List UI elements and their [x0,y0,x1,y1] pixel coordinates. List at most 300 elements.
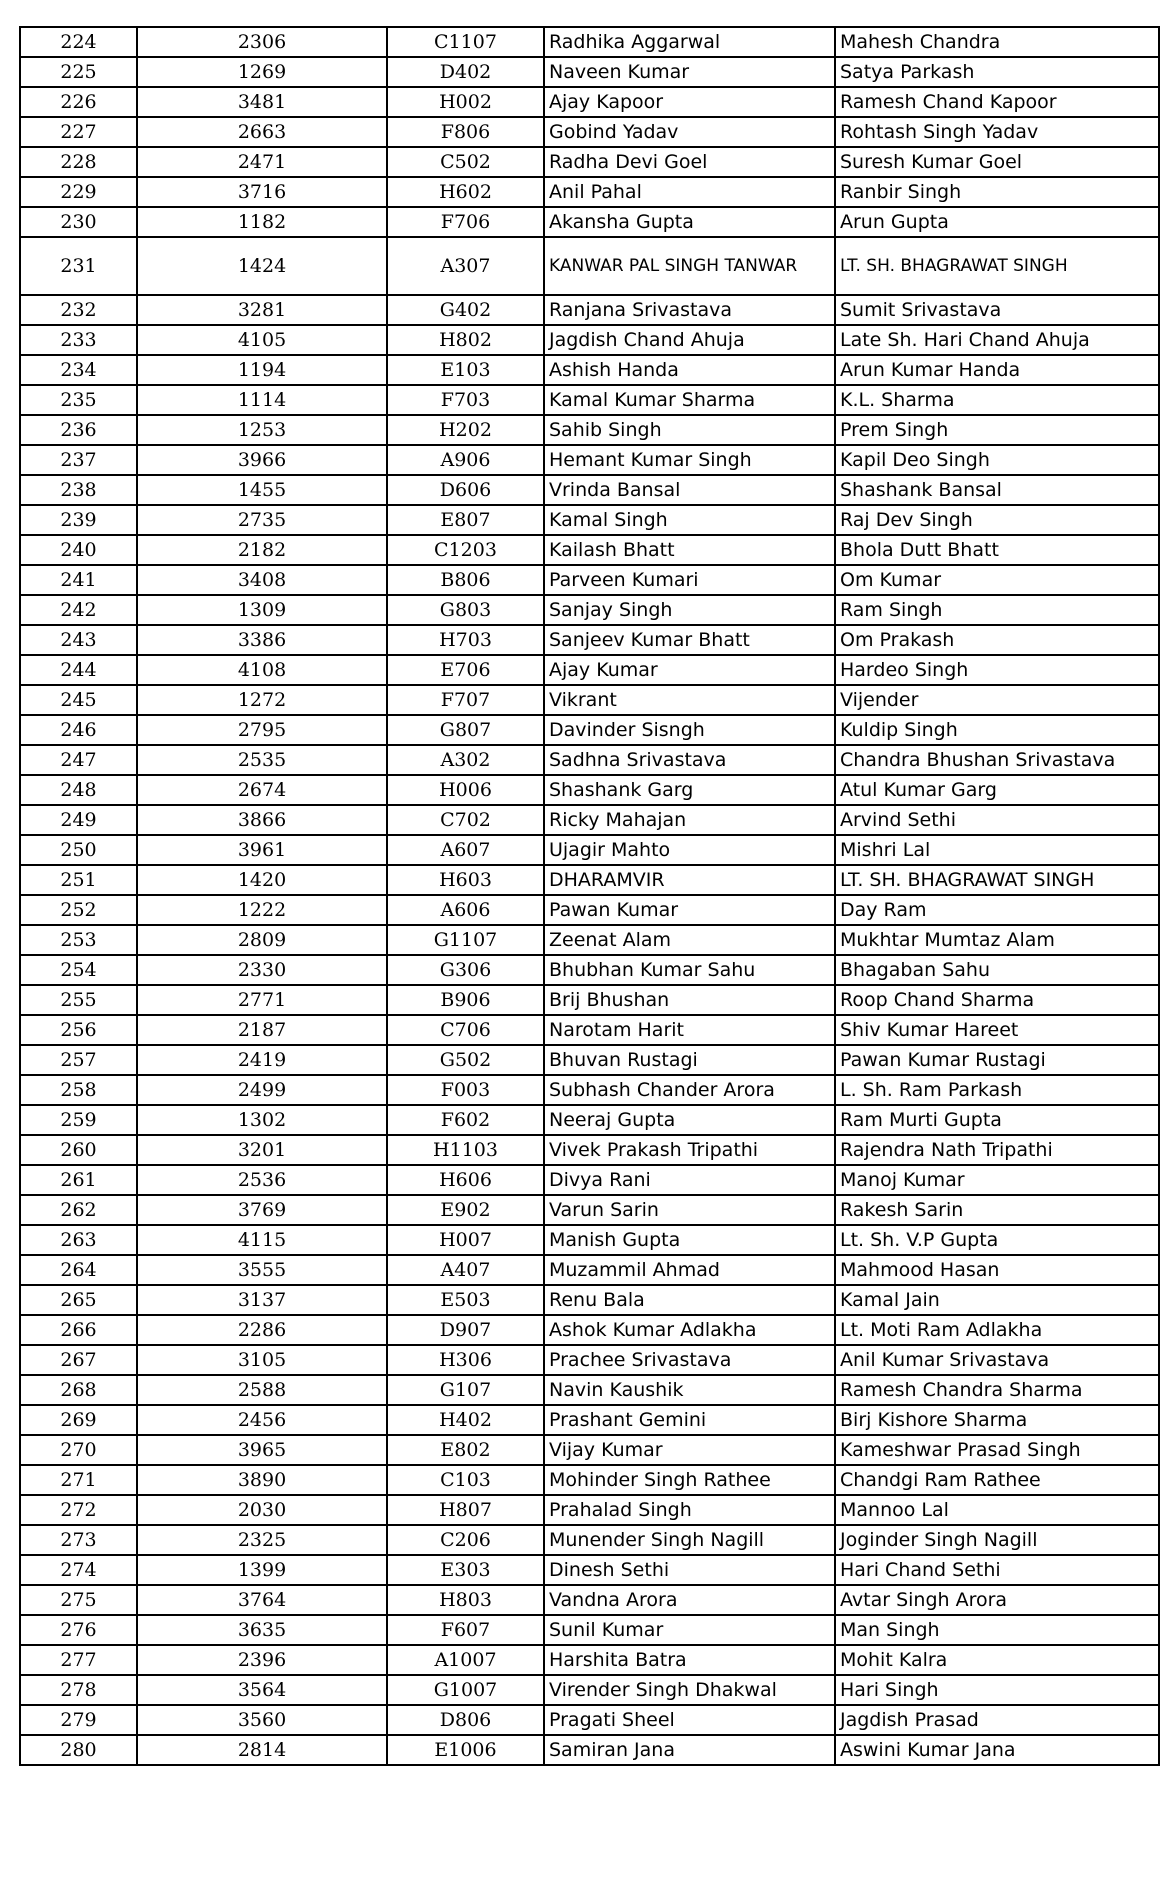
flat-number-cell: H006 [387,775,544,805]
member-id-cell: 2499 [137,1075,387,1105]
flat-number-cell: F703 [387,385,544,415]
parent-name-cell: Avtar Singh Arora [835,1585,1159,1615]
parent-name-cell: Mohit Kalra [835,1645,1159,1675]
parent-name-cell: LT. SH. BHAGRAWAT SINGH [835,237,1159,295]
table-row [20,955,1159,985]
serial-number-cell: 276 [20,1615,137,1645]
table-row [20,655,1159,685]
flat-number-cell: F003 [387,1075,544,1105]
member-id-cell: 3564 [137,1675,387,1705]
table-row [20,505,1159,535]
table-row [20,565,1159,595]
member-id-cell: 1269 [137,57,387,87]
parent-name-cell: Chandgi Ram Rathee [835,1465,1159,1495]
member-name-cell: Ujagir Mahto [544,835,835,865]
flat-number-cell: C103 [387,1465,544,1495]
member-name-cell: Vandna Arora [544,1585,835,1615]
member-id-cell: 2588 [137,1375,387,1405]
flat-number-cell: H202 [387,415,544,445]
serial-number-cell: 275 [20,1585,137,1615]
parent-name-cell: Prem Singh [835,415,1159,445]
serial-number-cell: 274 [20,1555,137,1585]
member-name-cell: Harshita Batra [544,1645,835,1675]
flat-number-cell: F806 [387,117,544,147]
member-name-cell: Virender Singh Dhakwal [544,1675,835,1705]
member-id-cell: 2330 [137,955,387,985]
parent-name-cell: Mahmood Hasan [835,1255,1159,1285]
table-row [20,1045,1159,1075]
table-row [20,1015,1159,1045]
parent-name-cell: Rakesh Sarin [835,1195,1159,1225]
member-id-cell: 2663 [137,117,387,147]
flat-number-cell: C502 [387,147,544,177]
parent-name-cell: Mishri Lal [835,835,1159,865]
table-row [20,117,1159,147]
table-row [20,1495,1159,1525]
table-row [20,895,1159,925]
serial-number-cell: 269 [20,1405,137,1435]
serial-number-cell: 260 [20,1135,137,1165]
parent-name-cell: Om Prakash [835,625,1159,655]
member-id-cell: 1309 [137,595,387,625]
serial-number-cell: 247 [20,745,137,775]
member-id-cell: 2674 [137,775,387,805]
serial-number-cell: 241 [20,565,137,595]
parent-name-cell: Suresh Kumar Goel [835,147,1159,177]
member-name-cell: Ashish Handa [544,355,835,385]
serial-number-cell: 240 [20,535,137,565]
serial-number-cell: 244 [20,655,137,685]
flat-number-cell: H1103 [387,1135,544,1165]
parent-name-cell: Birj Kishore Sharma [835,1405,1159,1435]
parent-name-cell: Satya Parkash [835,57,1159,87]
member-id-cell: 2419 [137,1045,387,1075]
parent-name-cell: LT. SH. BHAGRAWAT SINGH [835,865,1159,895]
member-name-cell: Prahalad Singh [544,1495,835,1525]
table-row [20,27,1159,57]
serial-number-cell: 226 [20,87,137,117]
table-row [20,1345,1159,1375]
table-row [20,805,1159,835]
member-id-cell: 4108 [137,655,387,685]
serial-number-cell: 251 [20,865,137,895]
table-row [20,147,1159,177]
flat-number-cell: A407 [387,1255,544,1285]
member-id-cell: 3281 [137,295,387,325]
parent-name-cell: Late Sh. Hari Chand Ahuja [835,325,1159,355]
table-row [20,1525,1159,1555]
serial-number-cell: 227 [20,117,137,147]
parent-name-cell: Hari Chand Sethi [835,1555,1159,1585]
flat-number-cell: E103 [387,355,544,385]
flat-number-cell: G1007 [387,1675,544,1705]
table-row [20,745,1159,775]
parent-name-cell: Bhagaban Sahu [835,955,1159,985]
member-id-cell: 2456 [137,1405,387,1435]
member-id-cell: 2325 [137,1525,387,1555]
parent-name-cell: L. Sh. Ram Parkash [835,1075,1159,1105]
member-name-cell: Radhika Aggarwal [544,27,835,57]
serial-number-cell: 263 [20,1225,137,1255]
member-id-cell: 1253 [137,415,387,445]
table-row [20,445,1159,475]
serial-number-cell: 245 [20,685,137,715]
serial-number-cell: 250 [20,835,137,865]
table-row [20,925,1159,955]
flat-number-cell: D606 [387,475,544,505]
member-name-cell: Sunil Kumar [544,1615,835,1645]
flat-number-cell: G402 [387,295,544,325]
flat-number-cell: F602 [387,1105,544,1135]
member-id-cell: 3716 [137,177,387,207]
serial-number-cell: 261 [20,1165,137,1195]
table-row [20,685,1159,715]
serial-number-cell: 266 [20,1315,137,1345]
member-id-cell: 3137 [137,1285,387,1315]
member-name-cell: Manish Gupta [544,1225,835,1255]
member-id-cell: 1114 [137,385,387,415]
flat-number-cell: H807 [387,1495,544,1525]
parent-name-cell: Atul Kumar Garg [835,775,1159,805]
table-row [20,715,1159,745]
table-row [20,1195,1159,1225]
flat-number-cell: E303 [387,1555,544,1585]
member-id-cell: 1424 [137,237,387,295]
member-name-cell: Munender Singh Nagill [544,1525,835,1555]
parent-name-cell: Mannoo Lal [835,1495,1159,1525]
flat-number-cell: E503 [387,1285,544,1315]
serial-number-cell: 242 [20,595,137,625]
member-id-cell: 2030 [137,1495,387,1525]
parent-name-cell: K.L. Sharma [835,385,1159,415]
parent-name-cell: Arun Kumar Handa [835,355,1159,385]
parent-name-cell: Arun Gupta [835,207,1159,237]
flat-number-cell: H306 [387,1345,544,1375]
table-row [20,1255,1159,1285]
table-row [20,1315,1159,1345]
member-id-cell: 3408 [137,565,387,595]
parent-name-cell: Day Ram [835,895,1159,925]
serial-number-cell: 280 [20,1735,137,1765]
serial-number-cell: 262 [20,1195,137,1225]
parent-name-cell: Jagdish Prasad [835,1705,1159,1735]
member-name-cell: Pawan Kumar [544,895,835,925]
flat-number-cell: H803 [387,1585,544,1615]
parent-name-cell: Ram Murti Gupta [835,1105,1159,1135]
parent-name-cell: Hari Singh [835,1675,1159,1705]
member-name-cell: Prachee Srivastava [544,1345,835,1375]
table-row [20,385,1159,415]
flat-number-cell: C702 [387,805,544,835]
member-name-cell: KANWAR PAL SINGH TANWAR [544,237,835,295]
member-name-cell: Ranjana Srivastava [544,295,835,325]
parent-name-cell: Manoj Kumar [835,1165,1159,1195]
member-name-cell: Parveen Kumari [544,565,835,595]
table-row [20,775,1159,805]
member-id-cell: 2471 [137,147,387,177]
serial-number-cell: 249 [20,805,137,835]
parent-name-cell: Hardeo Singh [835,655,1159,685]
member-name-cell: Akansha Gupta [544,207,835,237]
flat-number-cell: A1007 [387,1645,544,1675]
member-id-cell: 2535 [137,745,387,775]
member-name-cell: Gobind Yadav [544,117,835,147]
flat-number-cell: E902 [387,1195,544,1225]
member-name-cell: Davinder Sisngh [544,715,835,745]
serial-number-cell: 228 [20,147,137,177]
parent-name-cell: Bhola Dutt Bhatt [835,535,1159,565]
table-row [20,1675,1159,1705]
member-id-cell: 3555 [137,1255,387,1285]
serial-number-cell: 231 [20,237,137,295]
table-row [20,1165,1159,1195]
flat-number-cell: G1107 [387,925,544,955]
member-name-cell: Vivek Prakash Tripathi [544,1135,835,1165]
table-row [20,835,1159,865]
table-row [20,355,1159,385]
parent-name-cell: Shashank Bansal [835,475,1159,505]
serial-number-cell: 256 [20,1015,137,1045]
table-row [20,1105,1159,1135]
parent-name-cell: Rajendra Nath Tripathi [835,1135,1159,1165]
table-row [20,177,1159,207]
member-name-cell: Vijay Kumar [544,1435,835,1465]
member-name-cell: Ricky Mahajan [544,805,835,835]
parent-name-cell: Joginder Singh Nagill [835,1525,1159,1555]
serial-number-cell: 268 [20,1375,137,1405]
serial-number-cell: 224 [20,27,137,57]
parent-name-cell: Kameshwar Prasad Singh [835,1435,1159,1465]
member-name-cell: Samiran Jana [544,1735,835,1765]
flat-number-cell: H402 [387,1405,544,1435]
parent-name-cell: Kamal Jain [835,1285,1159,1315]
parent-name-cell: Kuldip Singh [835,715,1159,745]
flat-number-cell: C1107 [387,27,544,57]
member-name-cell: Pragati Sheel [544,1705,835,1735]
member-id-cell: 1420 [137,865,387,895]
member-name-cell: Kamal Singh [544,505,835,535]
member-name-cell: Hemant Kumar Singh [544,445,835,475]
table-row [20,1405,1159,1435]
flat-number-cell: C1203 [387,535,544,565]
flat-number-cell: E802 [387,1435,544,1465]
flat-number-cell: A607 [387,835,544,865]
flat-number-cell: F706 [387,207,544,237]
member-name-cell: Kailash Bhatt [544,535,835,565]
flat-number-cell: C706 [387,1015,544,1045]
table-row [20,57,1159,87]
member-id-cell: 2396 [137,1645,387,1675]
serial-number-cell: 243 [20,625,137,655]
member-name-cell: Anil Pahal [544,177,835,207]
member-id-cell: 3481 [137,87,387,117]
serial-number-cell: 239 [20,505,137,535]
member-id-cell: 3890 [137,1465,387,1495]
flat-number-cell: H602 [387,177,544,207]
member-id-cell: 1272 [137,685,387,715]
serial-number-cell: 258 [20,1075,137,1105]
member-id-cell: 2536 [137,1165,387,1195]
flat-number-cell: F607 [387,1615,544,1645]
member-name-cell: Ajay Kumar [544,655,835,685]
flat-number-cell: H002 [387,87,544,117]
parent-name-cell: Raj Dev Singh [835,505,1159,535]
member-name-cell: Navin Kaushik [544,1375,835,1405]
parent-name-cell: Ramesh Chandra Sharma [835,1375,1159,1405]
flat-number-cell: H007 [387,1225,544,1255]
table-row [20,207,1159,237]
flat-number-cell: D402 [387,57,544,87]
member-id-cell: 1222 [137,895,387,925]
parent-name-cell: Man Singh [835,1615,1159,1645]
member-name-cell: Vikrant [544,685,835,715]
flat-number-cell: F707 [387,685,544,715]
member-name-cell: Bhuvan Rustagi [544,1045,835,1075]
flat-number-cell: A307 [387,237,544,295]
serial-number-cell: 272 [20,1495,137,1525]
member-name-cell: Prashant Gemini [544,1405,835,1435]
parent-name-cell: Om Kumar [835,565,1159,595]
parent-name-cell: Sumit Srivastava [835,295,1159,325]
flat-number-cell: H802 [387,325,544,355]
parent-name-cell: Vijender [835,685,1159,715]
parent-name-cell: Chandra Bhushan Srivastava [835,745,1159,775]
member-id-cell: 2182 [137,535,387,565]
member-name-cell: Shashank Garg [544,775,835,805]
parent-name-cell: Rohtash Singh Yadav [835,117,1159,147]
serial-number-cell: 279 [20,1705,137,1735]
table-row [20,295,1159,325]
member-name-cell: Sanjay Singh [544,595,835,625]
member-name-cell: Neeraj Gupta [544,1105,835,1135]
member-id-cell: 2795 [137,715,387,745]
member-id-cell: 3386 [137,625,387,655]
member-id-cell: 1399 [137,1555,387,1585]
member-name-cell: Sadhna Srivastava [544,745,835,775]
member-name-cell: DHARAMVIR [544,865,835,895]
member-id-cell: 2814 [137,1735,387,1765]
flat-number-cell: G803 [387,595,544,625]
member-name-cell: Renu Bala [544,1285,835,1315]
member-name-cell: Naveen Kumar [544,57,835,87]
flat-number-cell: H703 [387,625,544,655]
member-name-cell: Mohinder Singh Rathee [544,1465,835,1495]
serial-number-cell: 265 [20,1285,137,1315]
member-id-cell: 3105 [137,1345,387,1375]
member-id-cell: 3635 [137,1615,387,1645]
flat-number-cell: E706 [387,655,544,685]
flat-number-cell: G502 [387,1045,544,1075]
table-row [20,475,1159,505]
parent-name-cell: Lt. Sh. V.P Gupta [835,1225,1159,1255]
flat-number-cell: B906 [387,985,544,1015]
member-name-cell: Kamal Kumar Sharma [544,385,835,415]
parent-name-cell: Aswini Kumar Jana [835,1735,1159,1765]
member-id-cell: 1194 [137,355,387,385]
member-id-cell: 3560 [137,1705,387,1735]
flat-number-cell: G306 [387,955,544,985]
parent-name-cell: Roop Chand Sharma [835,985,1159,1015]
serial-number-cell: 246 [20,715,137,745]
member-name-cell: Sahib Singh [544,415,835,445]
table-row [20,1225,1159,1255]
parent-name-cell: Pawan Kumar Rustagi [835,1045,1159,1075]
member-id-cell: 3965 [137,1435,387,1465]
serial-number-cell: 248 [20,775,137,805]
member-id-cell: 1455 [137,475,387,505]
serial-number-cell: 225 [20,57,137,87]
serial-number-cell: 238 [20,475,137,505]
table-row [20,325,1159,355]
flat-number-cell: C206 [387,1525,544,1555]
parent-name-cell: Mukhtar Mumtaz Alam [835,925,1159,955]
serial-number-cell: 259 [20,1105,137,1135]
table-row [20,1135,1159,1165]
member-name-cell: Varun Sarin [544,1195,835,1225]
serial-number-cell: 252 [20,895,137,925]
serial-number-cell: 264 [20,1255,137,1285]
member-name-cell: Ashok Kumar Adlakha [544,1315,835,1345]
member-name-cell: Radha Devi Goel [544,147,835,177]
table-row [20,535,1159,565]
serial-number-cell: 234 [20,355,137,385]
table-row [20,1285,1159,1315]
serial-number-cell: 273 [20,1525,137,1555]
table-row [20,1465,1159,1495]
member-list-body [20,27,1159,1765]
serial-number-cell: 278 [20,1675,137,1705]
parent-name-cell: Ramesh Chand Kapoor [835,87,1159,117]
table-row [20,1705,1159,1735]
member-id-cell: 3966 [137,445,387,475]
table-row [20,415,1159,445]
flat-number-cell: D806 [387,1705,544,1735]
table-row [20,865,1159,895]
member-id-cell: 2187 [137,1015,387,1045]
member-id-cell: 4115 [137,1225,387,1255]
parent-name-cell: Ranbir Singh [835,177,1159,207]
member-id-cell: 1302 [137,1105,387,1135]
flat-number-cell: H603 [387,865,544,895]
flat-number-cell: B806 [387,565,544,595]
parent-name-cell: Arvind Sethi [835,805,1159,835]
member-name-cell: Dinesh Sethi [544,1555,835,1585]
member-name-cell: Ajay Kapoor [544,87,835,117]
serial-number-cell: 267 [20,1345,137,1375]
table-row [20,1735,1159,1765]
table-row [20,1075,1159,1105]
member-id-cell: 2771 [137,985,387,1015]
serial-number-cell: 277 [20,1645,137,1675]
flat-number-cell: E807 [387,505,544,535]
table-row [20,625,1159,655]
table-row [20,1555,1159,1585]
flat-number-cell: A606 [387,895,544,925]
member-name-cell: Divya Rani [544,1165,835,1195]
member-id-cell: 2306 [137,27,387,57]
serial-number-cell: 257 [20,1045,137,1075]
serial-number-cell: 230 [20,207,137,237]
table-row [20,1585,1159,1615]
member-id-cell: 2809 [137,925,387,955]
flat-number-cell: D907 [387,1315,544,1345]
serial-number-cell: 235 [20,385,137,415]
parent-name-cell: Shiv Kumar Hareet [835,1015,1159,1045]
member-name-cell: Muzammil Ahmad [544,1255,835,1285]
member-name-cell: Narotam Harit [544,1015,835,1045]
member-id-cell: 1182 [137,207,387,237]
table-row [20,237,1159,295]
